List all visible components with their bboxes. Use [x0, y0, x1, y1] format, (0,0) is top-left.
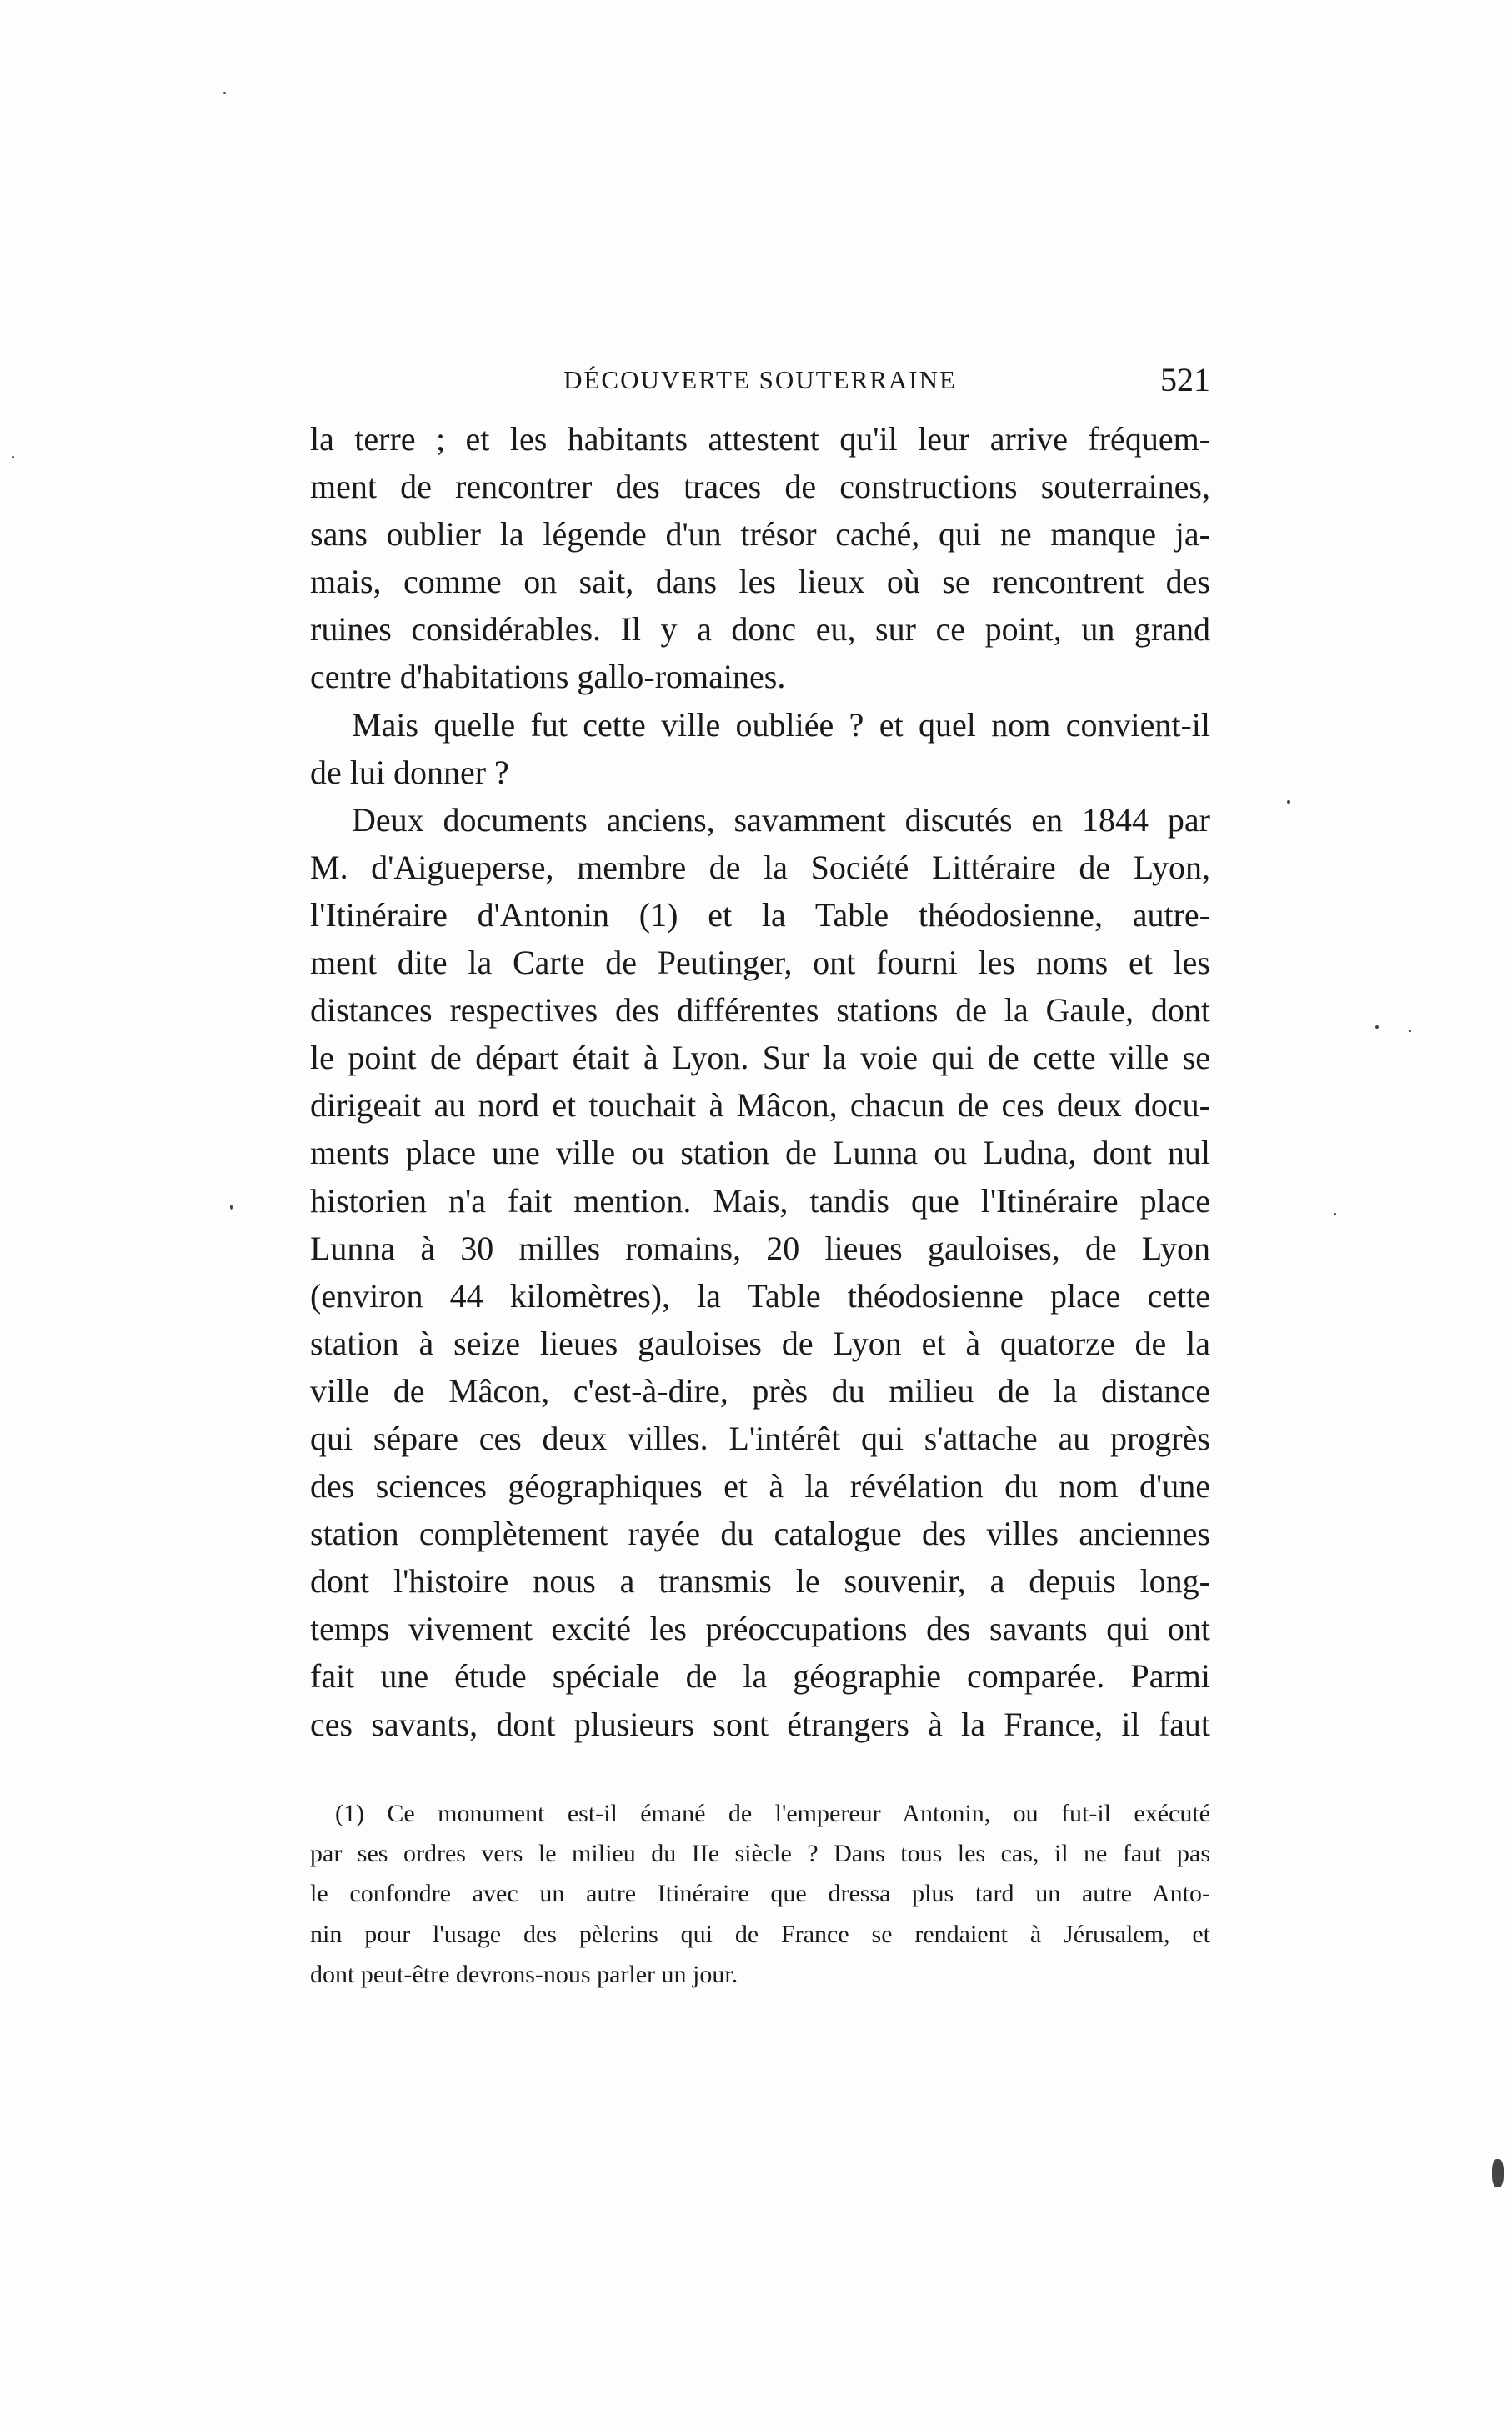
text-line: ment de rencontrer des traces de constructions souterraines, [310, 468, 1210, 506]
text-line: des sciences géographiques et à la révélation du nom d'une [310, 1467, 1210, 1506]
text-line: l'Itinéraire d'Antonin (1) et la Table théodosienne, autre- [310, 895, 1210, 934]
running-title: DÉCOUVERTE SOUTERRAINE [563, 365, 957, 394]
scan-speck [1492, 2159, 1504, 2187]
text-line: station complètement rayée du catalogue des villes anciennes [310, 1515, 1210, 1553]
text-line: de lui donner ? [310, 753, 509, 791]
text-line: Deux documents anciens, savamment discutés en 1844 par [352, 800, 1210, 839]
text-line: distances respectives des différentes stations de la Gaule, dont [310, 991, 1210, 1030]
scan-speck [1375, 1025, 1379, 1029]
text-line: le point de départ était à Lyon. Sur la voie qui de cette ville se [310, 1039, 1210, 1077]
footnote-block [310, 1794, 1210, 1995]
text-line: qui sépare ces deux villes. L'intérêt qui s'attache au progrès [310, 1419, 1210, 1457]
text-line: ment dite la Carte de Peutinger, ont fourni les noms et les [310, 944, 1210, 982]
text-line: centre d'habitations gallo-romaines. [310, 658, 786, 696]
footnote-line: le confondre avec un autre Itinéraire que dressa plus tard un autre Anto- [310, 1880, 1210, 1908]
text-line: dont l'histoire nous a transmis le souvenir, a depuis long- [310, 1562, 1210, 1601]
text-line: M. d'Aigueperse, membre de la Société Littéraire de Lyon, [310, 848, 1210, 886]
text-line: fait une étude spéciale de la géographie comparée. Parmi [310, 1657, 1210, 1696]
text-line: mais, comme on sait, dans les lieux où se rencontrent des [310, 563, 1210, 601]
text-line: ville de Mâcon, c'est-à-dire, près du milieu de la distance [310, 1371, 1210, 1410]
text-line: Mais quelle fut cette ville oubliée ? et quel nom convient-il [352, 705, 1210, 744]
text-line: dirigeait au nord et touchait à Mâcon, chacun de ces deux docu- [310, 1086, 1210, 1125]
footnote-line: nin pour l'usage des pèlerins qui de France se rendaient à Jérusalem, et [310, 1920, 1210, 1948]
scan-speck [1334, 1213, 1336, 1215]
scan-speck [223, 92, 226, 94]
text-line: ruines considérables. Il y a donc eu, sur ce point, un grand [310, 610, 1210, 649]
text-line: station à seize lieues gauloises de Lyon et à quatorze de la [310, 1324, 1210, 1362]
page-number: 521 [1160, 361, 1210, 398]
scan-speck [12, 456, 14, 458]
text-line: (environ 44 kilomètres), la Table théodosienne place cette [310, 1276, 1210, 1315]
text-line: la terre ; et les habitants attestent qu'il leur arrive fréquem- [310, 420, 1210, 458]
page-header [310, 360, 1210, 402]
text-line: historien n'a fait mention. Mais, tandis que l'Itinéraire place [310, 1181, 1210, 1220]
text-line: ments place une ville ou station de Lunna ou Ludna, dont nul [310, 1134, 1210, 1172]
scan-speck [1409, 1030, 1411, 1032]
text-line: temps vivement excité les préoccupations des savants qui ont [310, 1610, 1210, 1648]
scan-speck [230, 1205, 233, 1210]
text-line: Lunna à 30 milles romains, 20 lieues gauloises, de Lyon [310, 1229, 1210, 1267]
footnote-line: (1) Ce monument est-il émané de l'empereur Antonin, ou fut-il exécuté [335, 1800, 1210, 1827]
text-line: sans oublier la légende d'un trésor caché, qui ne manque ja- [310, 515, 1210, 554]
body-text [310, 415, 1210, 1748]
footnote-line: par ses ordres vers le milieu du IIe siècle ? Dans tous les cas, il ne faut pas [310, 1840, 1210, 1868]
footnote-line: dont peut-être devrons-nous parler un jour. [310, 1960, 738, 1988]
scan-speck [1287, 800, 1290, 804]
text-line: ces savants, dont plusieurs sont étrangers à la France, il faut [310, 1705, 1210, 1743]
